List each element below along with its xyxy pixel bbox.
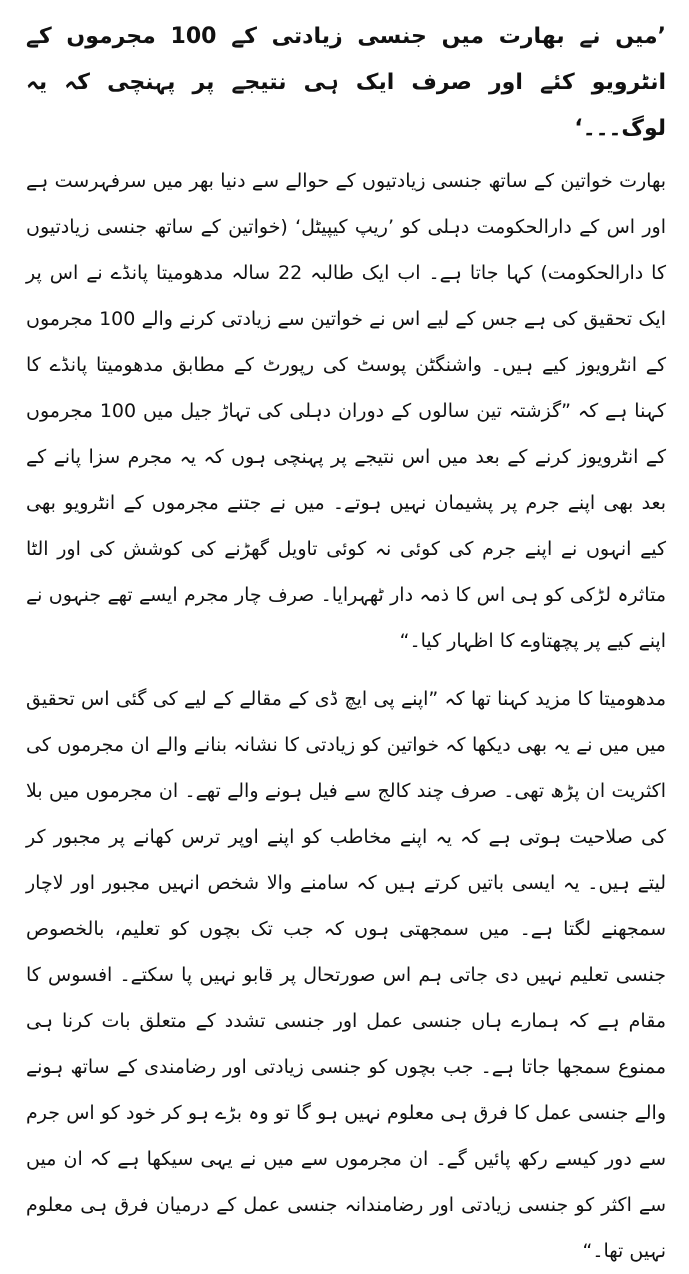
article-paragraph-1: بھارت خواتین کے ساتھ جنسی زیادتیوں کے حوالے سے دنیا بھر میں سرفہرست ہے اور اس کے دارالحکومت دہلی کو ’ریپ کیپیٹل‘ (خواتین کے ساتھ جنسی زیادتیوں کا دارالحکومت) کہا جاتا ہے۔ اب ایک طالبہ 22 سالہ مدھومیتا پانڈے نے اس پر ایک تحقیق کی ہے جس کے لیے اس نے خواتین سے زیادتی کرنے والے 100 مجرموں کے انٹرویوز کیے ہیں۔ واشنگٹن پوسٹ کی رپورٹ کے مطابق مدھومیتا پانڈے کا کہنا ہے کہ ”گزشتہ تین سالوں کے دوران دہلی کی تہاڑ جیل میں 100 مجرموں کے انٹرویوز کرنے کے بعد میں اس نتیجے پر پہنچی ہوں کہ یہ مجرم سزا پانے کے بعد بھی اپنے جرم پر پشیمان نہیں ہوتے۔ میں نے جتنے مجرموں کے انٹرویو بھی کیے انہوں نے اپنے جرم کی کوئی نہ کوئی تاویل گھڑنے کی کوشش کی اور الٹا متاثرہ لڑکی کو ہی اس کا ذمہ دار ٹھہرایا۔ صرف چار مجرم ایسے تھے جنہوں نے اپنے کیے پر پچھتاوے کا اظہار کیا۔“ — [26, 170, 666, 652]
article — [26, 14, 666, 1274]
article-headline: ’میں نے بھارت میں جنسی زیادتی کے 100 مجرموں کے انٹرویو کئے اور صرف ایک ہی نتیجے پر پہنچی کہ یہ لوگ۔۔۔‘ — [26, 24, 667, 141]
article-paragraph-2: مدھومیتا کا مزید کہنا تھا کہ ”اپنے پی ایچ ڈی کے مقالے کے لیے کی گئی اس تحقیق میں میں نے یہ بھی دیکھا کہ خواتین کو زیادتی کا نشانہ بنانے والے ان مجرموں کی اکثریت ان پڑھ تھی۔ صرف چند کالج سے فیل ہونے والے تھے۔ ان مجرموں میں بلا کی صلاحیت ہوتی ہے کہ یہ اپنے مخاطب کو اپنے اوپر ترس کھانے پر مجبور کر لیتے ہیں۔ یہ ایسی باتیں کرتے ہیں کہ سامنے والا شخص انہیں مجبور اور لاچار سمجھنے لگتا ہے۔ میں سمجھتی ہوں کہ جب تک بچوں کو تعلیم، بالخصوص جنسی تعلیم نہیں دی جاتی ہم اس صورتحال پر قابو نہیں پا سکتے۔ افسوس کا مقام ہے کہ ہمارے ہاں جنسی عمل اور جنسی تشدد کے متعلق بات کرنا ہی ممنوع سمجھا جاتا ہے۔ جب بچوں کو جنسی زیادتی اور رضامندی کے ساتھ ہونے والے جنسی عمل کا فرق ہی معلوم نہیں ہو گا تو وہ بڑے ہو کر خود کو اس جرم سے دور کیسے رکھ پائیں گے۔ ان مجرموں سے میں نے یہی سیکھا ہے کہ ان میں سے اکثر کو جنسی زیادتی اور رضامندانہ جنسی عمل کے درمیان فرق ہی معلوم نہیں تھا۔“ — [26, 688, 666, 1262]
